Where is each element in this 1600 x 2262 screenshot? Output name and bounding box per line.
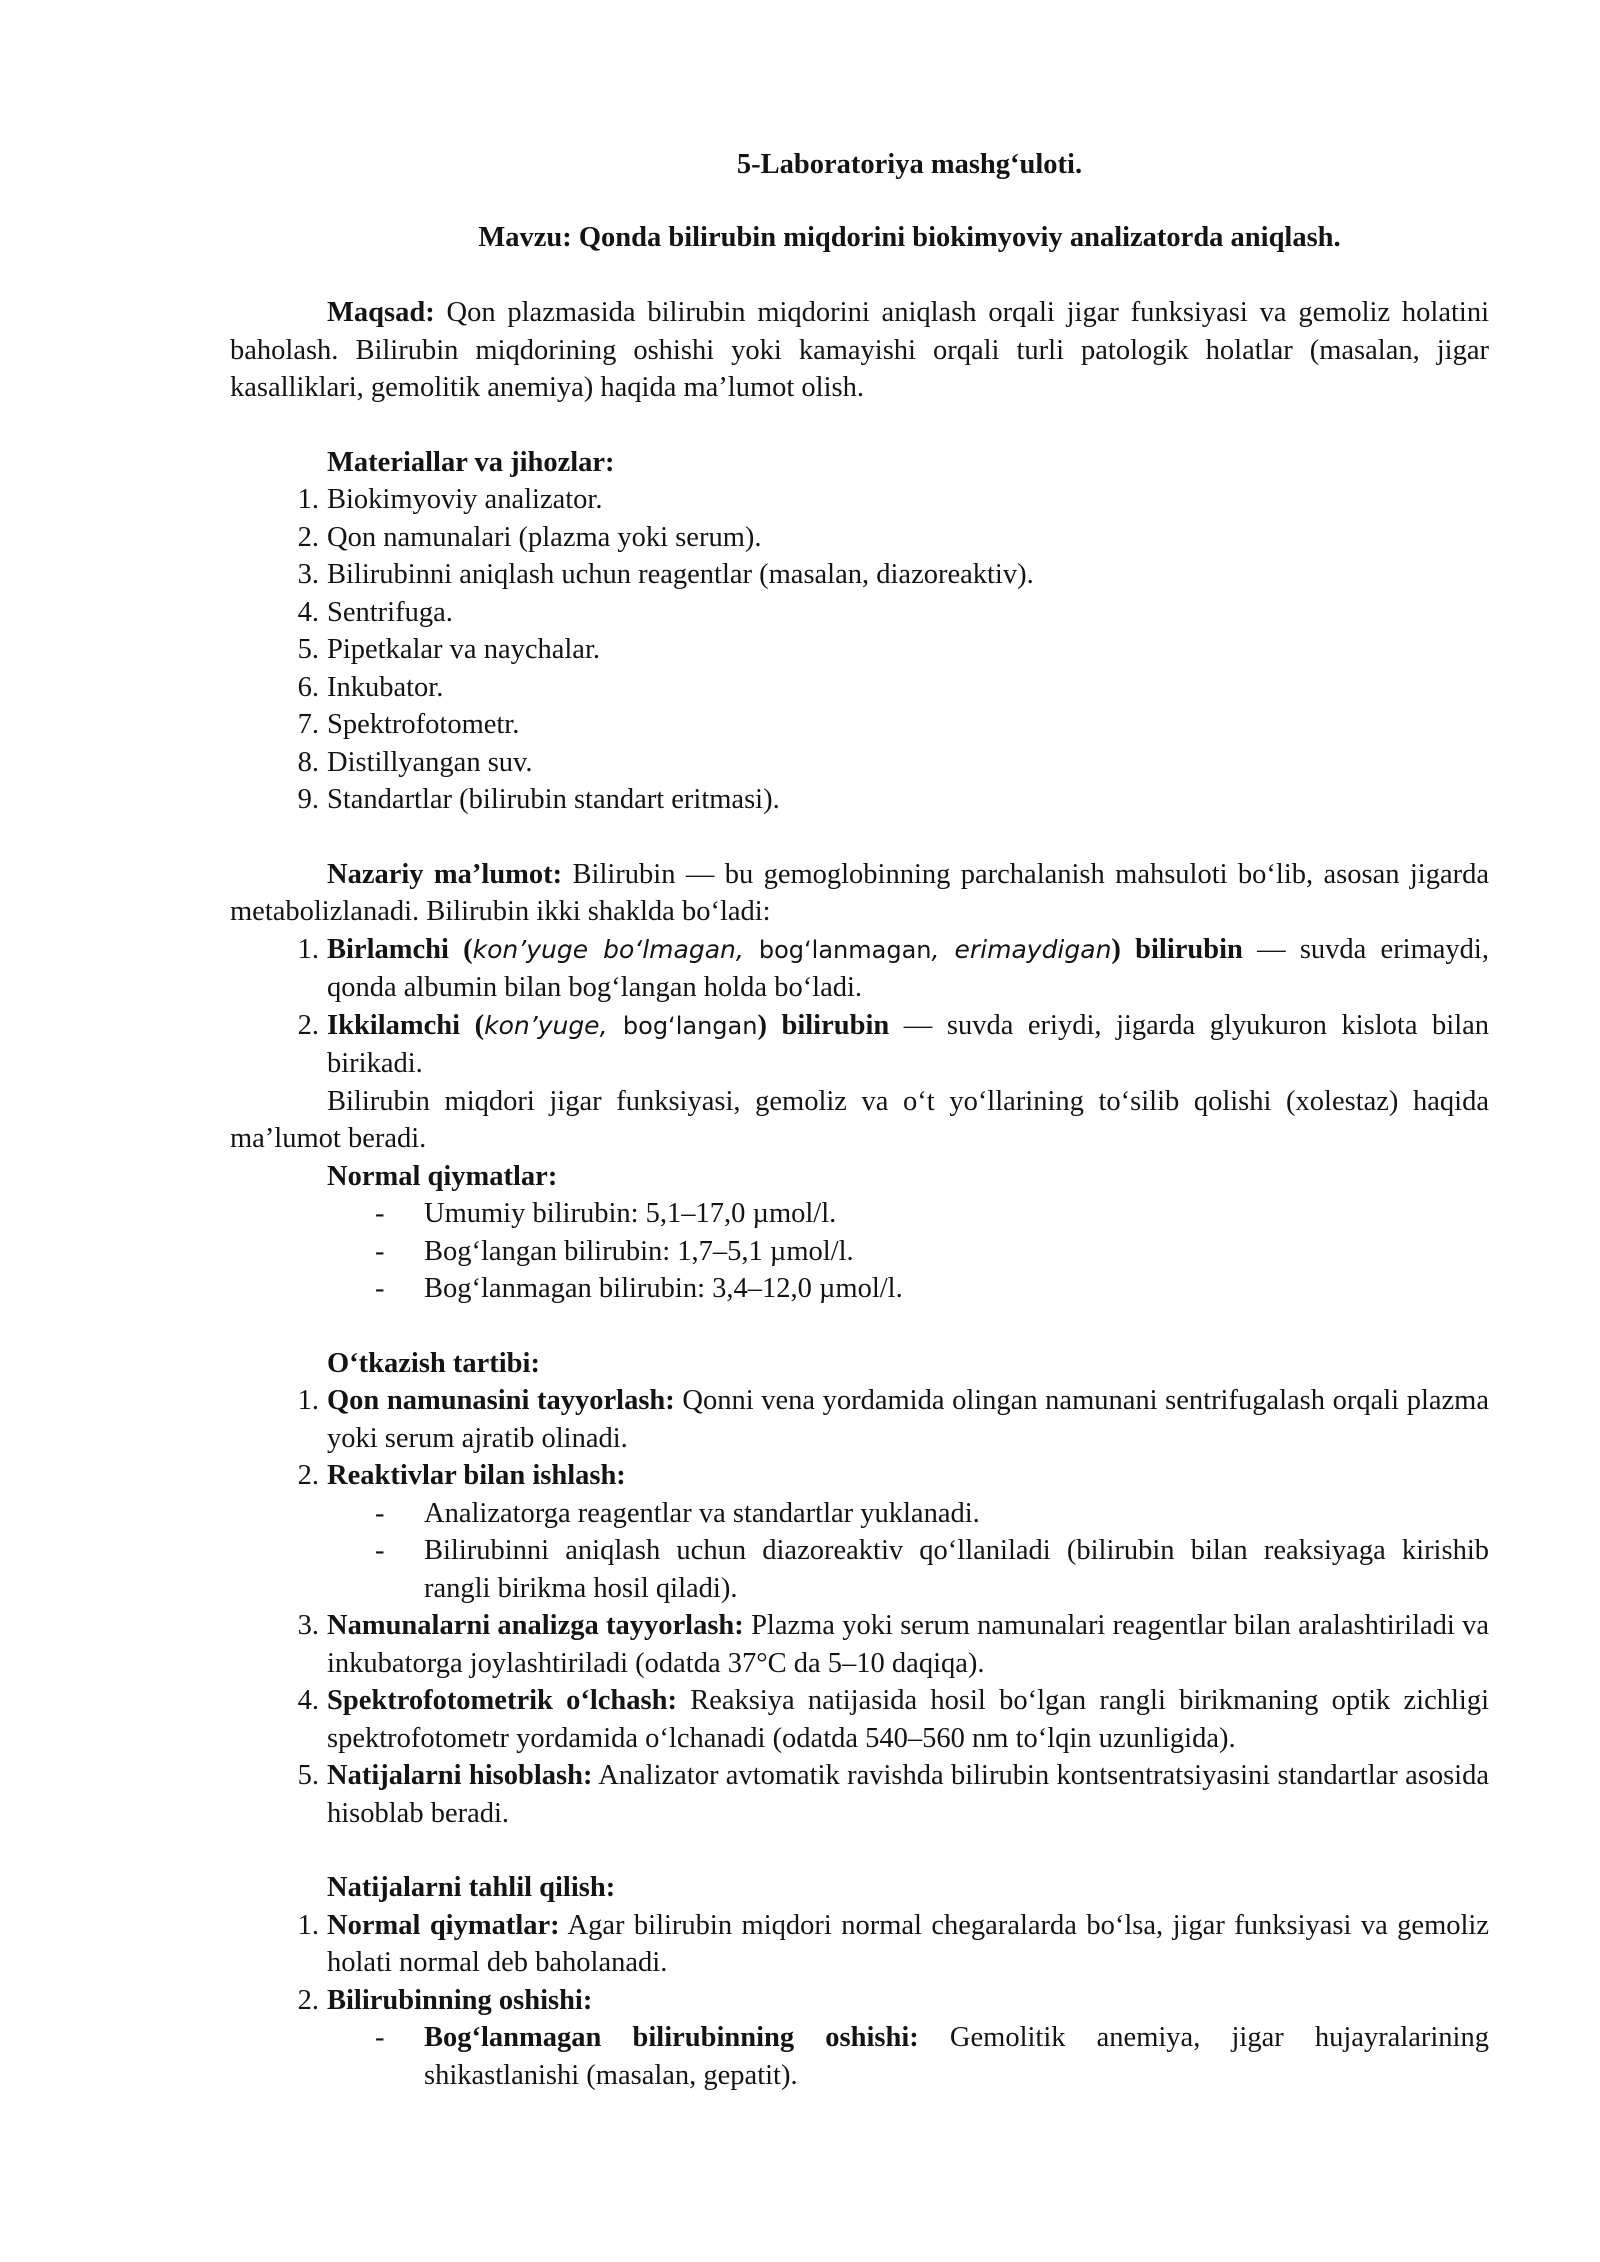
list-item: 3. Bilirubinni aniqlash uchun reagentlar (masalan, diazoreaktiv). [297,559,1034,590]
list-item: 5. Pipetkalar va naychalar. [297,634,601,665]
list-item: 4. Sentrifuga. [297,596,453,628]
goal-paragraph: Maqsad: Qon plazmasida bilirubin miqdorini aniqlash orqali jigar funksiyasi va gemoliz holatini baholash. Bilirubin miqdorining oshishi yoki kamayishi orqali turli patologik holatlar (masalan, jigar kasalliklari, gemolitik anemiya) haqida ma’lumot olish. [230,297,1489,403]
materials-list [230,481,1489,819]
reagents-sublist [230,1495,1489,1608]
list-item: - Analizatorga reagentlar va standartlar yuklanadi. [375,1497,980,1529]
list-item: 1. Qon namunasini tayyorlash: Qonni vena yordamida olingan namunani sentrifugalash orqali plazma yoki serum ajratib olinadi. [297,1385,1489,1454]
list-item: 7. Spektrofotometr. [297,709,520,740]
list-item: - Umumiy bilirubin: 5,1–17,0 µmol/l. [375,1198,837,1229]
list-item: - Bog‘lanmagan bilirubinning oshishi: Gemolitik anemiya, jigar hujayralarining shikastlanishi (masalan, gepatit). [375,2022,1489,2091]
procedure-heading: O‘tkazish tartibi: [327,1347,540,1379]
analysis-list [230,1907,1489,2020]
list-item: 6. Inkubator. [297,671,444,703]
list-item: 2. Ikkilamchi (kon’yuge, bog‘langan) bilirubin — suvda eriydi, jigarda glyukuron kislota bilan birikadi. [297,1009,1490,1079]
list-item: 1. Normal qiymatlar: Agar bilirubin miqdori normal chegaralarda bo‘lsa, jigar funksiyasi va gemoliz holati normal deb baholanadi. [297,1909,1489,1978]
materials-heading: Materiallar va jihozlar: [327,446,615,478]
analysis-heading: Natijalarni tahlil qilish: [327,1872,616,1903]
lab-title: 5-Laboratoriya mashg‘uloti. [736,149,1083,180]
list-item: - Bog‘lanmagan bilirubin: 3,4–12,0 µmol/l. [375,1273,903,1304]
theory-label: Nazariy ma’lumot: [327,858,563,890]
list-item: 8. Distillyangan suv. [297,746,533,778]
list-item: 2. Bilirubinning oshishi: [297,1984,593,2016]
procedure-list [230,1382,1489,1495]
list-item: 3. Namunalarni analizga tayyorlash: Plazma yoki serum namunalari reagentlar bilan aralashtiriladi va inkubatorga joylashtiriladi (odatda 37°C da 5–10 daqiqa). [297,1610,1489,1679]
list-item: 2. Reaktivlar bilan ishlash: [297,1460,626,1491]
list-item: - Bog‘langan bilirubin: 1,7–5,1 µmol/l. [375,1235,854,1267]
goal-label: Maqsad: [327,297,435,328]
list-item: 1. Birlamchi (kon’yuge bo‘lmagan, bog‘lanmagan, erimaydigan) bilirubin — suvda erimaydi, qonda albumin bilan bog‘langan holda bo‘ladi. [297,933,1489,1003]
list-item: 2. Qon namunalari (plazma yoki serum). [297,521,762,553]
normal-values-list [230,1195,1489,1308]
list-item: 1. Biokimyoviy analizator. [297,484,603,515]
theory-paragraph: Nazariy ma’lumot: Bilirubin — bu gemoglobinning parchalanish mahsuloti bo‘lib, asosan jigarda metabolizlanadi. Bilirubin ikki shaklda bo‘ladi: [230,858,1489,927]
normal-values-heading: Normal qiymatlar: [327,1160,558,1192]
topic-title: Mavzu: Qonda bilirubin miqdorini biokimyoviy analizatorda aniqlash. [478,221,1341,253]
bilirubin-forms-list [230,931,1489,1083]
list-item: 9. Standartlar (bilirubin standart eritmasi). [297,784,780,815]
list-item: - Bilirubinni aniqlash uchun diazoreaktiv qo‘llaniladi (bilirubin bilan reaksiyaga kirishib rangli birikma hosil qiladi). [375,1535,1489,1604]
theory-detail-paragraph: Bilirubin miqdori jigar funksiyasi, gemoliz va o‘t yo‘llarining to‘silib qolishi (xolestaz) haqida ma’lumot beradi. [230,1085,1489,1154]
list-item: 4. Spektrofotometrik o‘lchash: Reaksiya natijasida hosil bo‘lgan rangli birikmaning optik zichligi spektrofotometr yordamida o‘lchanadi (odatda 540–560 nm to‘lqin uzunligida). [297,1685,1489,1754]
procedure-list-continued [230,1607,1489,1832]
list-item: 5. Natijalarni hisoblash: Analizator avtomatik ravishda bilirubin kontsentratsiyasini standartlar asosida hisoblab beradi. [297,1760,1489,1829]
analysis-sublist [230,2019,1489,2094]
